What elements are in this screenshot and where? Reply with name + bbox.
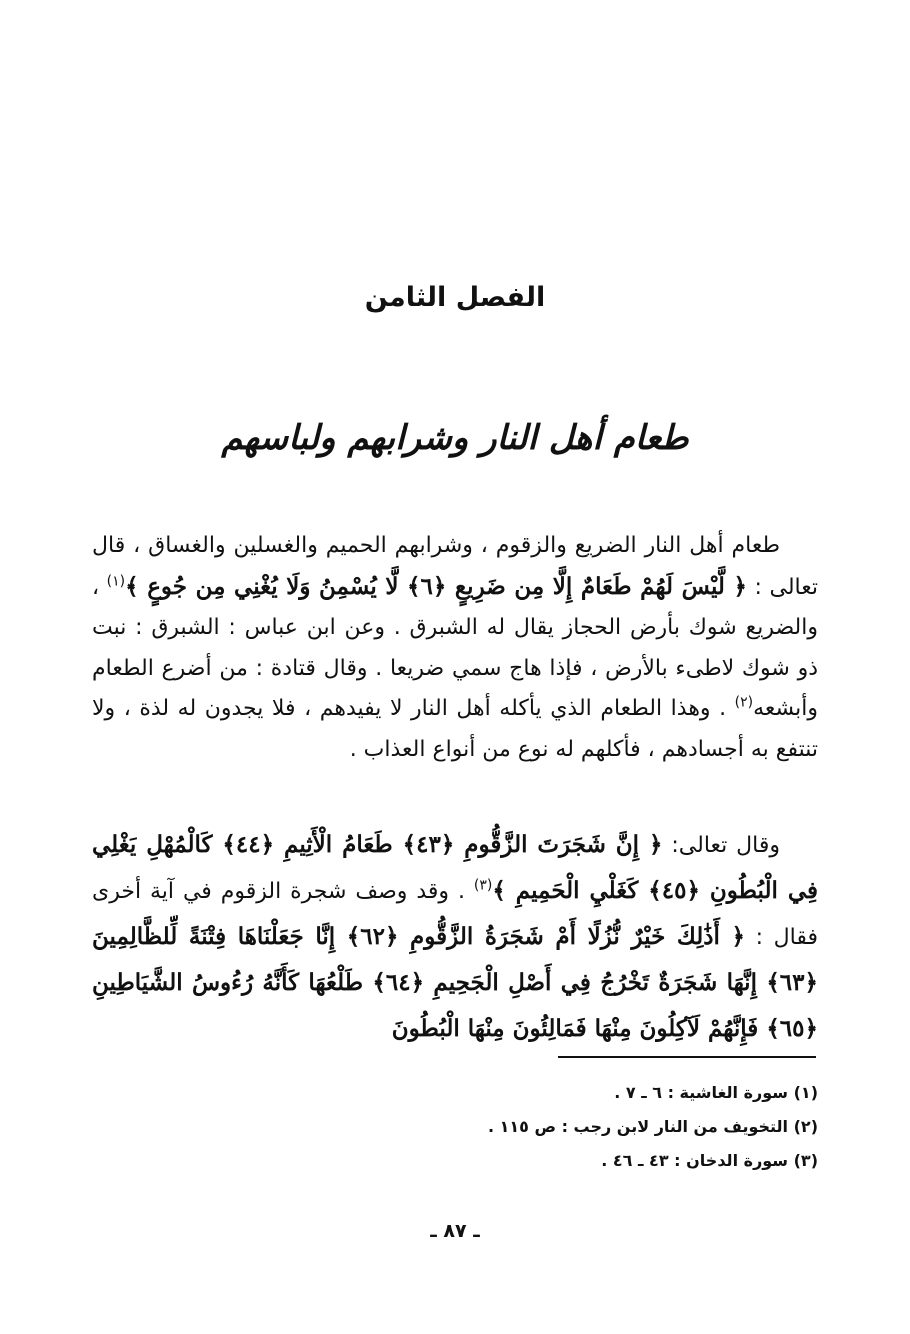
paragraph-1-end: . وهذا الطعام الذي يأكله أهل النار لا يفيدهم ، فلا يجدون له لذة ، ولا تنتفع به أجسادهم ، فأكلهم له نوع من أنواع العذاب .	[92, 696, 818, 762]
paragraph-1-intro: طعام أهل النار الضريع والزقوم ، وشرابهم الحميم والغسلين والغساق ، قال تعالى :	[92, 533, 818, 600]
paragraph-1-middle: ، والضريع شوك بأرض الحجاز يقال له الشبرق . وعن ابن عباس : الشبرق : نبت ذو شوك لاطىء بالأرض ، فإذا هاج سمي ضريعا . وقال قتادة : من أضرع الطعام وأبشعه	[92, 574, 818, 721]
paragraph-2-intro: وقال تعالى:	[662, 833, 780, 858]
quran-verse-dukhan: ﴿ إِنَّ شَجَرَتَ الزَّقُّومِ ﴿٤٣﴾ طَعَامُ الْأَثِيمِ ﴿٤٤﴾ كَالْمُهْلِ يَغْلِي فِي الْبُطُونِ ﴿٤٥﴾ كَغَلْيِ الْحَمِيمِ ﴾	[92, 831, 818, 904]
chapter-title: الفصل الثامن	[364, 282, 546, 313]
footnotes-list	[92, 1076, 818, 1178]
paragraph-2-middle: . وقد وصف شجرة الزقوم في آية أخرى فقال :	[92, 879, 819, 950]
footnote-ref-3: (٣)	[473, 877, 493, 894]
footnote-item: (٣) سورة الدخان : ٤٣ ـ ٤٦ .	[601, 1151, 818, 1170]
body-paragraph-2	[92, 822, 818, 1052]
footnote-ref-1: (١)	[106, 573, 126, 590]
footnote-ref-2: (٢)	[734, 694, 754, 711]
quran-verse-saffat: ﴿ أَذَٰلِكَ خَيْرٌ نُّزُلًا أَمْ شَجَرَةُ الزَّقُّومِ ﴿٦٢﴾ إِنَّا جَعَلْنَاهَا فِتْنَةً لِّلظَّالِمِينَ ﴿٦٣﴾ إِنَّهَا شَجَرَةٌ تَخْرُجُ فِي أَصْلِ الْجَحِيمِ ﴿٦٤﴾ طَلْعُهَا كَأَنَّهُ رُءُوسُ الشَّيَاطِينِ ﴿٦٥﴾ فَإِنَّهُمْ لَآكِلُونَ مِنْهَا فَمَالِئُونَ مِنْهَا الْبُطُونَ	[92, 923, 818, 1042]
quran-verse-ghashiya: ﴿ لَّيْسَ لَهُمْ طَعَامٌ إِلَّا مِن ضَرِيعٍ ﴿٦﴾ لَّا يُسْمِنُ وَلَا يُغْنِي مِن جُوعٍ ﴾	[125, 572, 747, 600]
footnote-item: (١) سورة الغاشية : ٦ ـ ٧ .	[614, 1083, 818, 1102]
footnote-divider	[558, 1056, 816, 1058]
footnote-item: (٢) التخويف من النار لابن رجب : ص ١١٥ .	[487, 1117, 818, 1136]
page-number: ـ ٨٧ ـ	[430, 1220, 480, 1242]
section-title: طعام أهل النار وشرابهم ولباسهم	[221, 418, 689, 458]
body-paragraph-1	[92, 526, 818, 770]
